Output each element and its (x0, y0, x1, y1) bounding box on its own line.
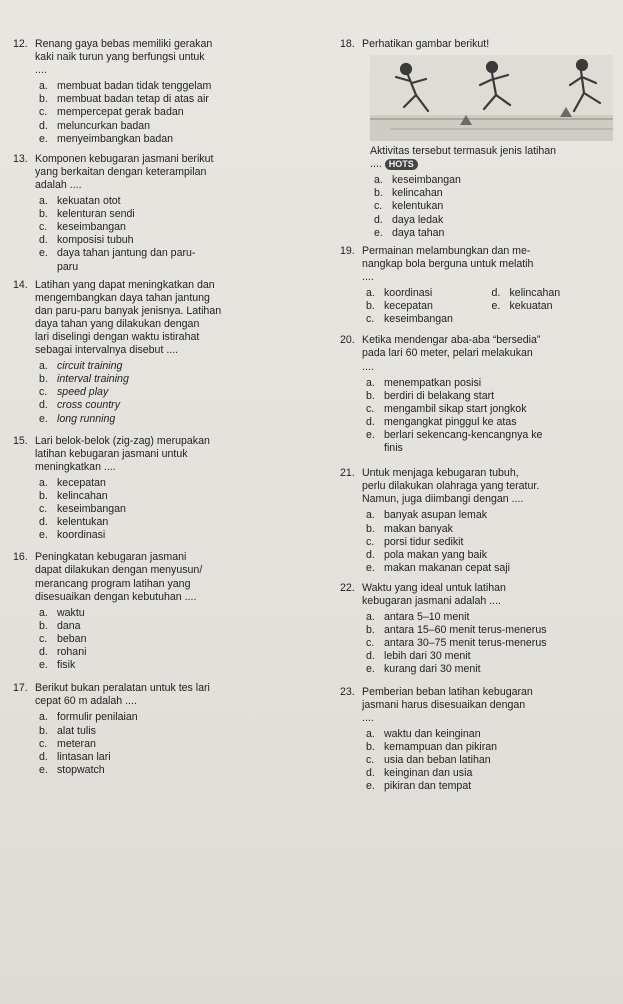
answer-option (35, 607, 311, 620)
option-text: banyak asupan lemak (384, 509, 488, 522)
question-number: 20. (340, 334, 355, 347)
option-text: alat tulis (57, 724, 96, 737)
answer-option (35, 80, 311, 93)
option-letter: e. (366, 780, 375, 793)
answer-option (362, 637, 613, 650)
question-text: Renang gaya bebas memiliki gerakan kaki naik turun yang berfungsi untuk .... (35, 38, 213, 77)
answer-option (35, 646, 311, 659)
answer-option (35, 221, 311, 234)
option-letter: c. (39, 737, 48, 750)
option-text: dana (57, 619, 81, 632)
option-text: beban (57, 632, 87, 645)
answer-option (362, 611, 613, 624)
answer-option (362, 624, 613, 637)
question-14 (13, 279, 311, 426)
question-21 (340, 467, 613, 575)
option-letter: b. (39, 373, 48, 386)
left-column (13, 38, 311, 788)
right-column (340, 38, 613, 793)
option-letter: a. (39, 195, 48, 208)
option-letter: e. (39, 529, 48, 542)
option-text: makan makanan cepat saji (384, 561, 511, 574)
option-text: kurang dari 30 menit (384, 663, 481, 676)
question-16 (13, 551, 311, 672)
option-text: mengangkat pinggul ke atas (384, 415, 517, 428)
option-text: meluncurkan badan (57, 119, 151, 132)
question-text: Lari belok-belok (zig-zag) merupakan latihan kebugaran jasmani untuk meningkatkan .... (35, 434, 210, 473)
option-letter: a. (366, 287, 375, 300)
option-text: porsi tidur sedikit (384, 535, 464, 548)
answer-option (362, 377, 613, 390)
option-text: formulir penilaian (57, 711, 138, 724)
option-letter: b. (366, 740, 375, 753)
question-13 (13, 153, 311, 274)
answer-option (362, 523, 613, 536)
question-options (362, 611, 613, 676)
answer-option (35, 399, 311, 412)
runners-illustration (370, 55, 613, 141)
option-text: long running (57, 412, 116, 425)
option-letter: d. (374, 213, 383, 226)
option-letter: b. (39, 490, 48, 502)
option-text: mengambil sikap start jongkok (384, 402, 527, 415)
question-22 (340, 582, 613, 677)
option-letter: e. (39, 763, 48, 776)
option-text: daya ledak (392, 213, 444, 226)
option-row (362, 287, 613, 300)
option-text: kelenturan sendi (57, 208, 135, 221)
answer-option (362, 429, 613, 455)
option-text: daya tahan jantung dan paru- paru (57, 247, 196, 273)
option-letter: a. (366, 509, 375, 522)
option-letter: c. (39, 106, 48, 119)
question-text: Berikut bukan peralatan untuk tes lari cepat 60 m adalah .... (35, 682, 210, 708)
answer-option (362, 390, 613, 403)
question-23 (340, 686, 613, 794)
answer-option (35, 738, 311, 751)
question-text: Permainan melambungkan dan me- nangkap bola berguna untuk melatih .... (362, 244, 534, 283)
question-number: 14. (13, 278, 28, 291)
answer-option (362, 416, 613, 429)
option-text: keseimbangan (57, 503, 126, 516)
option-letter: a. (39, 80, 48, 93)
right-questions (340, 334, 613, 793)
option-text: makan banyak (384, 522, 453, 535)
option-letter: e. (374, 226, 383, 239)
question-20 (340, 334, 613, 455)
option-letter: c. (366, 535, 375, 548)
option-text: speed play (57, 386, 109, 399)
question-15 (13, 435, 311, 543)
question-text: Pemberian beban latihan kebugaran jasmani harus disesuaikan dengan .... (362, 685, 533, 724)
question-number: 21. (340, 467, 355, 480)
question-number: 15. (13, 434, 28, 447)
option-letter: e. (39, 412, 48, 425)
answer-option (362, 562, 613, 575)
option-letter: d. (366, 767, 375, 780)
question-options (362, 377, 613, 456)
option-text: keinginan dan usia (384, 767, 473, 780)
answer-option (35, 490, 311, 503)
question-options (35, 711, 311, 776)
answer-option (35, 373, 311, 386)
answer-option (362, 287, 488, 300)
option-text: kelentukan (57, 516, 109, 529)
question-text: Latihan yang dapat meningkatkan dan mengembangkan daya tahan jantung dan paru-paru banyak jenisnya. Latihan daya tahan yang dilakukan dengan lari diselingi dengan waktu istirahat sebagai intervalnya disebut .... (35, 278, 222, 357)
option-letter: e. (39, 659, 48, 672)
option-text: daya tahan (392, 226, 445, 239)
option-letter: c. (39, 221, 48, 234)
answer-option (362, 300, 488, 313)
option-text: mempercepat gerak badan (57, 106, 184, 119)
option-text: stopwatch (57, 763, 105, 776)
answer-option (362, 403, 613, 416)
answer-option (35, 247, 311, 273)
option-text: rohani (57, 646, 87, 659)
option-text: pikiran dan tempat (384, 780, 472, 793)
option-letter: d. (39, 646, 48, 659)
option-letter: d. (366, 650, 375, 663)
answer-option (362, 536, 613, 549)
option-row (362, 300, 613, 313)
question-text: Untuk menjaga kebugaran tubuh, perlu dilakukan olahraga yang teratur. Namun, juga diimbangi dengan .... (362, 467, 540, 506)
option-text: antara 5–10 menit (384, 611, 470, 624)
option-text: circuit training (57, 360, 123, 373)
option-text: kelincahan (57, 490, 108, 502)
answer-option (362, 754, 613, 767)
answer-option (488, 300, 614, 313)
answer-option (35, 234, 311, 247)
answer-option (362, 741, 613, 754)
option-text: kecepatan (57, 476, 106, 489)
option-text: meteran (57, 737, 96, 750)
option-text: kekuatan (509, 300, 553, 313)
option-letter: a. (39, 476, 48, 489)
option-text: kelincahan (509, 287, 561, 300)
option-text: usia dan beban latihan (384, 754, 491, 767)
question-options (35, 607, 311, 672)
option-letter: e. (491, 300, 501, 313)
answer-option (35, 477, 311, 490)
answer-option (35, 360, 311, 373)
option-letter: d. (39, 119, 48, 132)
question-options (35, 360, 311, 425)
option-letter: b. (366, 624, 375, 637)
option-text: berdiri di belakang start (384, 389, 495, 402)
option-text: menyeimbangkan badan (57, 132, 174, 145)
option-text: lebih dari 30 menit (384, 650, 471, 663)
answer-option (362, 509, 613, 522)
option-letter: c. (39, 503, 48, 516)
option-text: berlari sekencang-kencangnya ke finis (384, 428, 543, 455)
question-number: 16. (13, 551, 28, 564)
answer-option (35, 120, 311, 133)
question-12 (13, 38, 311, 146)
option-letter: e. (39, 247, 48, 260)
answer-option (35, 725, 311, 738)
option-letter: c. (39, 386, 48, 399)
answer-option (362, 650, 613, 663)
question-text: Komponen kebugaran jasmani berikut yang berkaitan dengan keterampilan adalah .... (35, 152, 214, 191)
answer-option (35, 659, 311, 672)
question-19 (340, 245, 613, 327)
option-text: cross country (57, 399, 120, 412)
answer-option (362, 313, 512, 326)
option-letter: b. (39, 619, 48, 632)
question-18 (340, 38, 613, 51)
option-letter: a. (39, 360, 48, 373)
option-letter: c. (39, 632, 48, 645)
option-letter: d. (39, 750, 48, 763)
answer-option (35, 503, 311, 516)
answer-option (35, 529, 311, 542)
option-text: lintasan lari (57, 750, 111, 763)
option-letter: d. (39, 516, 48, 529)
answer-option (362, 780, 613, 793)
question-options (35, 477, 311, 542)
answer-option (362, 663, 613, 676)
answer-option (35, 711, 311, 724)
question-number: 23. (340, 685, 355, 698)
option-letter: b. (39, 93, 48, 106)
runners-image (370, 55, 613, 141)
option-text: membuat badan tetap di atas air (57, 93, 209, 106)
option-letter: e. (366, 561, 375, 574)
option-letter: b. (366, 522, 375, 535)
option-text: antara 15–60 menit terus-menerus (384, 624, 547, 637)
answer-option (35, 208, 311, 221)
answer-option (362, 767, 613, 780)
option-letter: b. (374, 187, 383, 200)
answer-option (35, 106, 311, 119)
option-text: keseimbangan (57, 221, 126, 234)
question-options (362, 509, 613, 574)
option-text: kemampuan dan pikiran (384, 740, 498, 753)
option-letter: a. (374, 174, 383, 187)
option-text: koordinasi (57, 529, 106, 542)
option-letter: d. (366, 548, 375, 561)
option-letter: c. (374, 200, 383, 213)
question-text: Ketika mendengar aba-aba “bersedia” pada lari 60 meter, pelari melakukan .... (362, 334, 541, 373)
option-letter: c. (366, 637, 375, 650)
option-letter: a. (366, 376, 375, 389)
question-options (362, 728, 613, 793)
option-letter: a. (39, 606, 48, 619)
option-letter: b. (39, 724, 48, 737)
question-number: 13. (13, 152, 28, 165)
answer-option (35, 633, 311, 646)
question-text: Waktu yang ideal untuk latihan kebugaran jasmani adalah .... (362, 581, 506, 607)
answer-dots: .... (370, 158, 382, 171)
option-text: kelincahan (392, 187, 443, 200)
option-letter: b. (366, 389, 375, 402)
image-caption: Aktivitas tersebut termasuk jenis latihan (370, 145, 557, 158)
option-letter: e. (366, 663, 375, 676)
q19-options (362, 287, 613, 326)
option-letter: e. (366, 428, 375, 441)
answer-option (35, 751, 311, 764)
option-text: membuat badan tidak tenggelam (57, 80, 212, 93)
answer-option (370, 187, 613, 200)
option-text: kekuatan otot (57, 195, 121, 208)
option-letter: c. (366, 754, 375, 767)
option-letter: d. (366, 415, 375, 428)
option-text: keseimbangan (384, 313, 453, 326)
option-text: kelentukan (392, 200, 444, 213)
question-text: Perhatikan gambar berikut! (362, 38, 490, 50)
option-letter: a. (366, 611, 375, 624)
answer-option (488, 287, 614, 300)
option-letter: d. (491, 287, 501, 300)
answer-option (362, 728, 613, 741)
option-text: koordinasi (384, 287, 433, 300)
option-letter: e. (39, 132, 48, 145)
answer-option (35, 386, 311, 399)
option-letter: b. (366, 300, 375, 313)
question-options (35, 80, 311, 145)
question-number: 17. (13, 682, 28, 695)
option-text: pola makan yang baik (384, 548, 488, 561)
hots-badge: HOTS (385, 159, 418, 170)
option-row (362, 313, 613, 326)
option-text: menempatkan posisi (384, 376, 482, 389)
answer-option (370, 200, 613, 213)
answer-option (362, 549, 613, 562)
answer-option (370, 174, 613, 187)
option-text: kecepatan (384, 300, 433, 313)
answer-option (35, 516, 311, 529)
option-text: interval training (57, 373, 129, 386)
q18-options (340, 174, 613, 239)
answer-option (35, 93, 311, 106)
option-text: keseimbangan (392, 174, 461, 187)
option-text: fisik (57, 659, 76, 672)
question-17 (13, 682, 311, 777)
option-text: waktu (57, 606, 85, 619)
option-text: waktu dan keinginan (384, 727, 481, 740)
page-footer (0, 992, 623, 1004)
question-number: 22. (340, 581, 355, 594)
answer-option (370, 214, 613, 227)
question-number: 19. (340, 244, 355, 257)
option-letter: d. (39, 399, 48, 412)
answer-option (35, 620, 311, 633)
question-number: 18. (340, 38, 355, 50)
option-letter: d. (39, 234, 48, 247)
answer-option (35, 195, 311, 208)
option-letter: a. (366, 727, 375, 740)
option-letter: b. (39, 208, 48, 221)
question-number: 12. (13, 38, 28, 50)
question-text: Peningkatan kebugaran jasmani dapat dilakukan dengan menyusun/ merancang program latihan yang disesuaikan dengan kebutuhan .... (35, 551, 203, 603)
answer-option (370, 227, 613, 240)
question-options (35, 195, 311, 274)
option-text: komposisi tubuh (57, 234, 134, 247)
answer-option (35, 133, 311, 146)
option-letter: c. (366, 313, 375, 326)
answer-option (35, 764, 311, 777)
option-letter: a. (39, 711, 48, 724)
option-letter: c. (366, 402, 375, 415)
caption-dots-row (340, 158, 613, 171)
answer-option (35, 413, 311, 426)
option-text: antara 30–75 menit terus-menerus (384, 637, 547, 650)
